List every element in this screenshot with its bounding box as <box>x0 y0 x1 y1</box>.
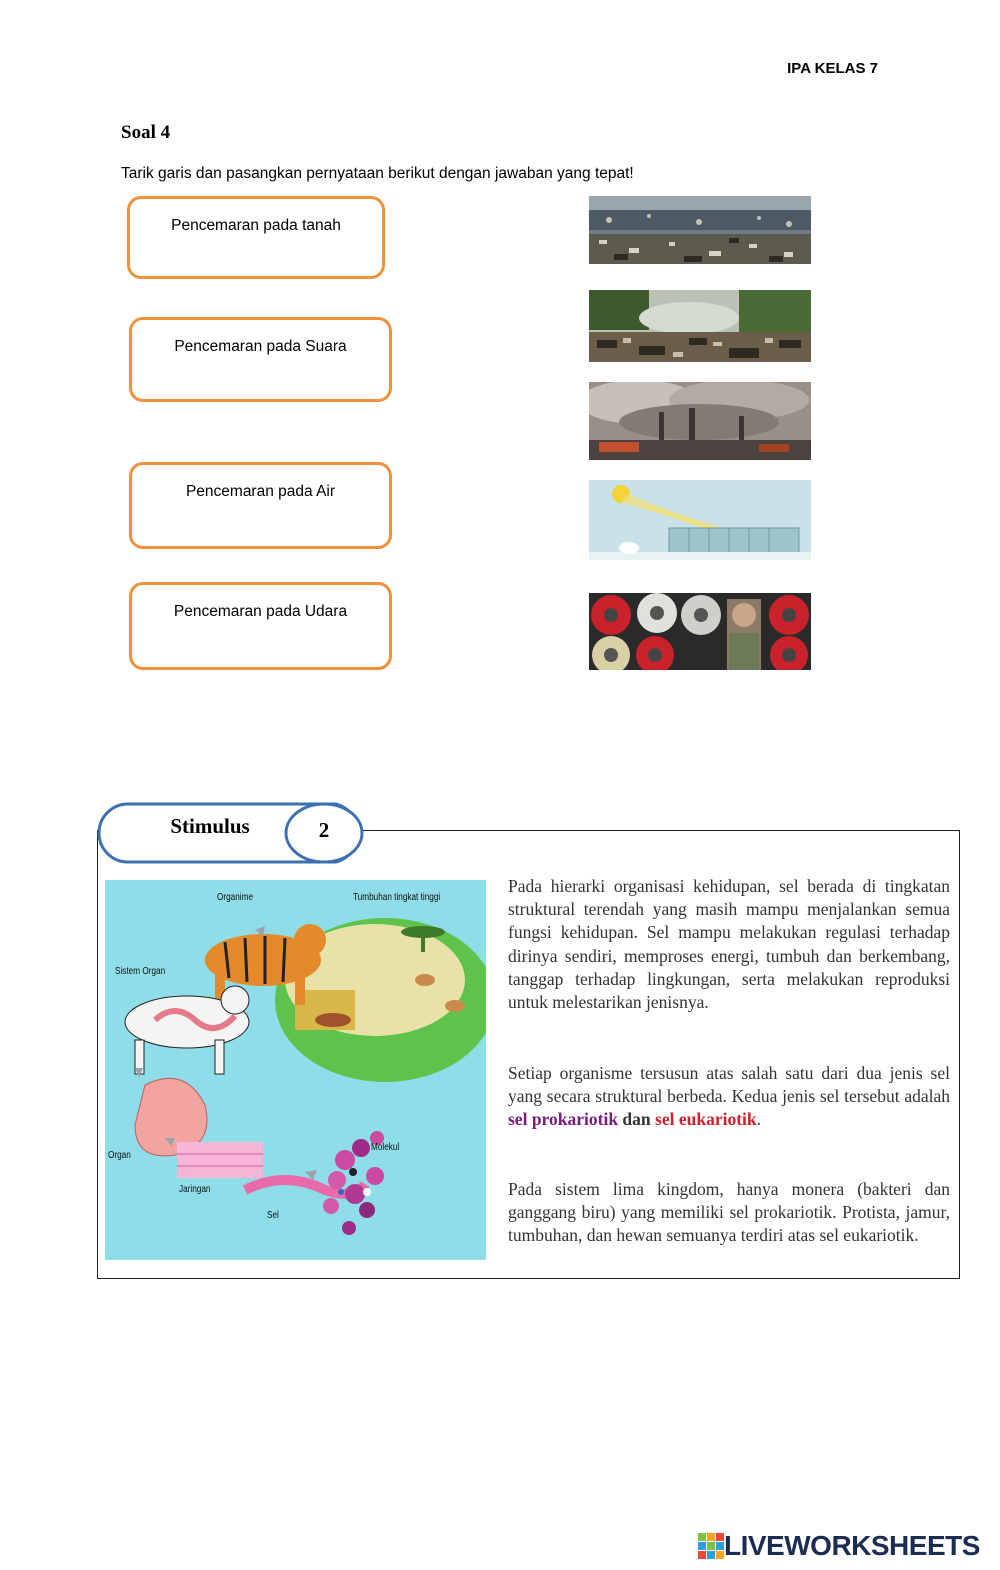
label-jaringan: Jaringan <box>179 1184 211 1195</box>
term-sel-1: sel <box>508 1109 528 1130</box>
label-molekul: Molekul <box>371 1142 400 1153</box>
statement-text: Pencemaran pada Air <box>185 483 336 500</box>
statement-box-air[interactable] <box>129 462 392 549</box>
paragraph-2-end: . <box>756 1109 762 1130</box>
loudspeakers-noise-photo[interactable] <box>589 593 811 670</box>
term-sel-2: sel <box>655 1109 675 1130</box>
statement-text: Pencemaran pada tanah <box>171 217 341 234</box>
greenhouse-effect-illustration[interactable] <box>589 480 811 560</box>
label-organisme: Organime <box>217 892 254 903</box>
label-sel: Sel <box>267 1210 279 1221</box>
water-pollution-photo[interactable] <box>589 196 811 264</box>
label-sistem-organ: Sistem Organ <box>115 966 166 977</box>
paragraph-2-intro: Setiap organisme tersusun atas salah satu dari dua jenis sel yang secara struktural berbeda. Kedua jenis sel tersebut adalah <box>508 1063 950 1107</box>
header-subject-label: IPA KELAS 7 <box>787 60 878 77</box>
stimulus-number: 2 <box>318 818 330 842</box>
term-dan: dan <box>622 1109 651 1130</box>
question-title: Soal 4 <box>121 122 171 143</box>
term-prokariotik: prokariotik <box>531 1109 619 1130</box>
question-instruction: Tarik garis dan pasangkan pernyataan berikut dengan jawaban yang tepat! <box>121 165 634 182</box>
statement-box-suara[interactable] <box>129 317 392 402</box>
label-tumbuhan: Tumbuhan tingkat tinggi <box>353 892 441 903</box>
stimulus-paragraph-1: Pada hierarki organisasi kehidupan, sel berada di tingkatan struktural terendah yang masih mampu menjalankan semua fungsi kehidupan. Sel mampu melakukan regulasi terhadap dirinya sendiri, memproses energi, tumbuh dan berkembang, tanggap terhadap lingkungan, serta melakukan reproduksi untuk melestarikan jenisnya. <box>508 876 950 1013</box>
land-pollution-photo[interactable] <box>589 290 811 362</box>
brand-grid-icon <box>698 1533 724 1559</box>
liveworksheets-logo <box>698 1531 980 1561</box>
stimulus-label: Stimulus <box>170 814 250 838</box>
stimulus-paragraph-2 <box>508 1062 950 1132</box>
statement-text: Pencemaran pada Suara <box>174 338 347 355</box>
factory-smoke-photo[interactable] <box>589 382 811 460</box>
hierarchy-illustration <box>105 880 486 1260</box>
term-eukariotik: eukariotik <box>678 1109 757 1130</box>
stimulus-paragraph-3: Pada sistem lima kingdom, hanya monera (bakteri dan ganggang biru) yang memiliki sel prokariotik. Protista, jamur, tumbuhan, dan hewan semuanya terdiri atas sel eukariotik. <box>508 1179 950 1246</box>
biological-hierarchy-diagram <box>105 880 486 1260</box>
brand-name: LIVEWORKSHEETS <box>724 1530 980 1561</box>
label-organ: Organ <box>108 1150 131 1161</box>
statement-box-tanah[interactable] <box>127 196 385 279</box>
statement-box-udara[interactable] <box>129 582 392 670</box>
statement-text: Pencemaran pada Udara <box>173 603 348 620</box>
